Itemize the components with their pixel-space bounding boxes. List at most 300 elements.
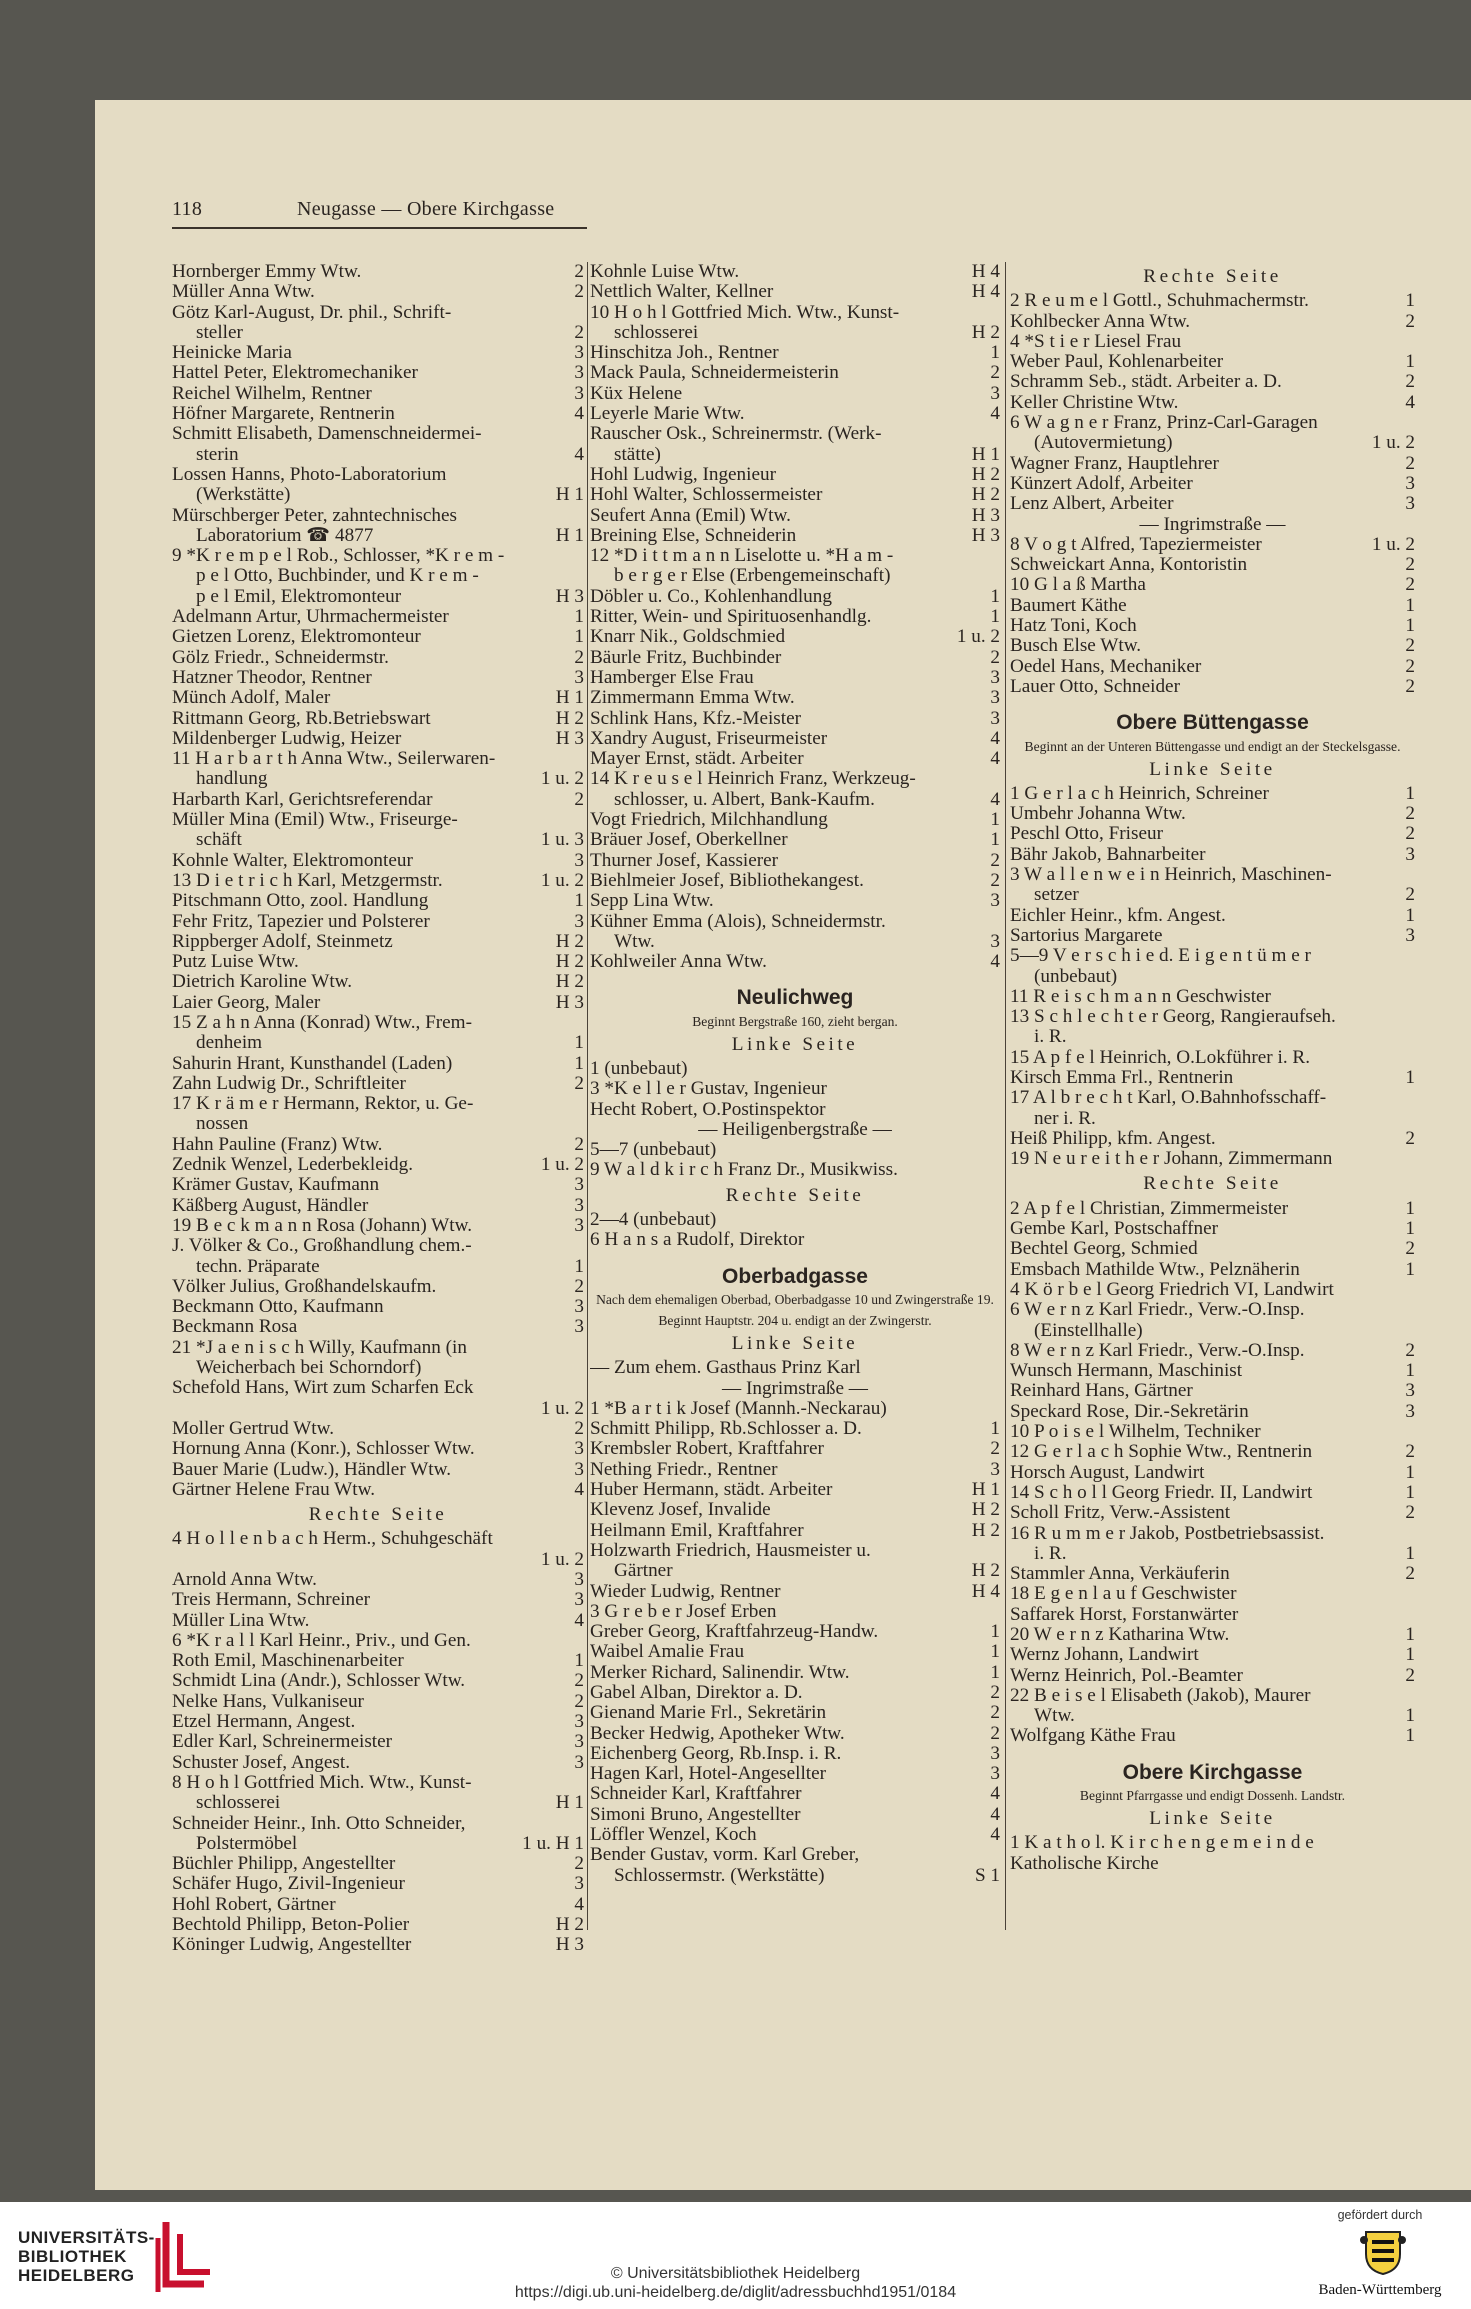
resident-entry	[1010, 906, 1415, 926]
floor-marker: H 2	[971, 1560, 1000, 1582]
house-entry	[590, 769, 1000, 789]
resident-entry	[590, 384, 1000, 404]
entry-text: Bähr Jakob, Bahnarbeiter	[1010, 844, 1206, 865]
floor-marker: H 1	[555, 524, 584, 546]
resident-entry	[172, 627, 584, 647]
resident-entry	[590, 1764, 1000, 1784]
entry-text: Fehr Fritz, Tapezier und Polsterer	[172, 911, 430, 932]
floor-marker: 2	[574, 281, 584, 303]
house-entry	[1010, 865, 1415, 885]
entry-text: Bender Gustav, vorm. Karl Greber,	[590, 1845, 860, 1866]
entry-text: Schäfer Hugo, Zivil-Ingenieur	[172, 1874, 405, 1895]
house-entry	[1010, 1300, 1415, 1320]
resident-entry	[172, 1651, 584, 1671]
floor-marker: 1	[1405, 1197, 1415, 1219]
floor-marker: 2	[574, 1417, 584, 1439]
floor-marker: 2	[574, 646, 584, 668]
entry-text: Gärtner Helene Frau Wtw.	[172, 1479, 375, 1500]
sponsor-label: gefördert durch	[1337, 2208, 1423, 2222]
entry-text: Laboratorium ☎ 4877	[196, 525, 374, 546]
entry-text: Rauscher Osk., Schreinermstr. (Werk-	[590, 424, 882, 445]
floor-marker: 3	[1405, 843, 1415, 865]
resident-entry	[590, 648, 1000, 668]
resident-entry	[172, 424, 584, 444]
floor-marker: 4	[990, 1783, 1000, 1805]
entry-text: 15 Z a h n Anna (Konrad) Wtw., Frem-	[172, 1012, 472, 1033]
resident-entry	[590, 1622, 1000, 1642]
entry-text: Schlossermstr. (Werkstätte)	[614, 1865, 825, 1886]
floor-marker: 3	[574, 910, 584, 932]
resident-entry	[1010, 1219, 1415, 1239]
house-entry	[590, 303, 1000, 323]
entry-text: 17 K r ä m e r Hermann, Rektor, u. Ge-	[172, 1094, 474, 1115]
column-2	[590, 262, 1000, 1886]
floor-marker: 3	[1405, 1380, 1415, 1402]
resident-entry	[1010, 1503, 1415, 1523]
floor-marker: H 1	[971, 1479, 1000, 1501]
floor-marker: 4	[990, 1803, 1000, 1825]
floor-marker: 3	[1405, 924, 1415, 946]
resident-entry	[590, 465, 1000, 485]
entry-text: Kohlbecker Anna Wtw.	[1010, 311, 1191, 332]
floor-marker: 3	[574, 1438, 584, 1460]
floor-marker: 2	[574, 788, 584, 810]
entry-text: 1 K a t h o l. K i r c h e n g e m e i n d e	[1010, 1833, 1314, 1854]
floor-marker: 1	[574, 1032, 584, 1054]
floor-marker: 1	[1405, 782, 1415, 804]
floor-marker: 1 u. 3	[540, 829, 584, 851]
floor-marker: 2	[1405, 574, 1415, 596]
resident-entry	[590, 363, 1000, 383]
section-heading: Linke Seite	[731, 1033, 859, 1055]
entry-text: Nettlich Walter, Kellner	[590, 282, 774, 303]
resident-entry	[1010, 393, 1415, 413]
resident-entry	[1010, 616, 1415, 636]
entry-text: 12 *D i t t m a n n Liselotte u. *H a m -	[590, 546, 894, 567]
floor-marker: H 4	[971, 261, 1000, 282]
floor-marker: 4	[990, 748, 1000, 770]
house-entry	[172, 546, 584, 566]
entry-text: 5—7 (unbebaut)	[590, 1140, 717, 1161]
resident-entry	[172, 506, 584, 526]
floor-marker: 2	[990, 362, 1000, 384]
house-entry	[590, 1160, 1000, 1180]
entry-text: 6 W a g n e r Franz, Prinz-Carl-Garagen	[1010, 413, 1318, 434]
resident-entry	[1010, 804, 1415, 824]
resident-entry	[172, 810, 584, 830]
entry-text: 9 W a l d k i r c h Franz Dr., Musikwiss.	[590, 1160, 898, 1181]
floor-marker: 1	[1405, 1066, 1415, 1088]
entry-text: 22 B e i s e l Elisabeth (Jakob), Maurer	[1010, 1685, 1311, 1706]
floor-marker: 2	[574, 1275, 584, 1297]
floor-marker: 1	[574, 1650, 584, 1672]
entry-continuation	[172, 769, 584, 789]
resident-entry	[1010, 1605, 1415, 1625]
entry-text: Götz Karl-August, Dr. phil., Schrift-	[172, 302, 452, 323]
resident-entry	[590, 506, 1000, 526]
floor-marker: H 4	[971, 281, 1000, 303]
entry-text: p e l Emil, Elektromonteur	[196, 586, 402, 607]
floor-marker: 2	[1405, 675, 1415, 697]
entry-text: Hornberger Emmy Wtw.	[172, 262, 362, 282]
resident-entry	[172, 1135, 584, 1155]
floor-marker: 3	[574, 362, 584, 384]
entry-continuation	[172, 1114, 584, 1134]
resident-entry	[590, 1724, 1000, 1744]
entry-text: handlung	[196, 769, 268, 790]
floor-marker: 1	[990, 809, 1000, 831]
floor-marker: 2	[574, 1133, 584, 1155]
street-heading: Oberbadgasse	[722, 1264, 868, 1288]
floor-marker: 4	[574, 1609, 584, 1631]
resident-entry	[172, 688, 584, 708]
resident-entry	[172, 607, 584, 627]
entry-continuation	[172, 1033, 584, 1053]
house-entry	[590, 1210, 1000, 1230]
resident-entry	[172, 384, 584, 404]
house-entry	[590, 1140, 1000, 1160]
entry-text: Holzwarth Friedrich, Hausmeister u.	[590, 1540, 871, 1561]
entry-continuation	[172, 1834, 584, 1854]
entry-text: Breining Else, Schneiderin	[590, 525, 797, 546]
resident-entry	[172, 668, 584, 688]
entry-text: Katholische Kirche	[1010, 1853, 1159, 1874]
entry-text: 8 V o g t Alfred, Tapeziermeister	[1010, 534, 1262, 555]
entry-text: Sepp Lina Wtw.	[590, 891, 714, 912]
floor-marker: 2	[1405, 310, 1415, 332]
entry-continuation	[172, 1550, 584, 1570]
resident-entry	[172, 648, 584, 668]
house-entry	[590, 1059, 1000, 1079]
entry-text: Bechtel Georg, Schmied	[1010, 1239, 1198, 1260]
entry-text: Hohl Ludwig, Ingenieur	[590, 464, 776, 485]
entry-text: 6 W e r n z Karl Friedr., Verw.-O.Insp.	[1010, 1300, 1305, 1321]
entry-text: Büchler Philipp, Angestellter	[172, 1854, 396, 1875]
resident-entry	[590, 1582, 1000, 1602]
entry-text: Emsbach Mathilde Wtw., Pelznäherin	[1010, 1259, 1300, 1280]
floor-marker: 1	[574, 606, 584, 628]
entry-text: Busch Else Wtw.	[1010, 636, 1142, 657]
house-entry	[590, 1079, 1000, 1099]
floor-marker: 3	[990, 707, 1000, 729]
entry-text: Völker Julius, Großhandelskaufm.	[172, 1276, 437, 1297]
floor-marker: 2	[1405, 884, 1415, 906]
resident-entry	[1010, 1854, 1415, 1874]
floor-marker: 3	[574, 1569, 584, 1590]
resident-entry	[172, 1378, 584, 1398]
resident-entry	[590, 668, 1000, 688]
entry-text: Laier Georg, Maler	[172, 992, 321, 1013]
floor-marker: 2	[1405, 1127, 1415, 1149]
source-url-link[interactable]: https://digi.ub.uni-heidelberg.de/diglit/adressbuchhd1951/0184	[514, 2284, 957, 2301]
resident-entry	[172, 1317, 584, 1337]
floor-marker: H 4	[971, 1580, 1000, 1602]
entry-text: Wtw.	[614, 931, 655, 952]
entry-continuation	[1010, 885, 1415, 905]
resident-entry	[172, 1175, 584, 1195]
entry-text: Reinhard Hans, Gärtner	[1010, 1381, 1193, 1402]
resident-entry	[172, 1692, 584, 1712]
entry-continuation	[590, 1866, 1000, 1886]
entry-text: J. Völker & Co., Großhandlung chem.-	[172, 1236, 472, 1257]
entry-text: Hornung Anna (Konr.), Schlosser Wtw.	[172, 1439, 475, 1460]
entry-text: Bräuer Josef, Oberkellner	[590, 830, 788, 851]
resident-entry	[590, 404, 1000, 424]
entry-text: 4 K ö r b e l Georg Friedrich VI, Landwirt	[1010, 1279, 1334, 1300]
resident-entry	[172, 1935, 584, 1955]
house-entry	[1010, 784, 1415, 804]
floor-marker: 1	[574, 1255, 584, 1277]
entry-continuation	[172, 485, 584, 505]
floor-marker: 1 u. 2	[540, 768, 584, 790]
entry-continuation	[590, 932, 1000, 952]
entry-continuation	[590, 445, 1000, 465]
floor-marker: H 3	[971, 524, 1000, 546]
entry-text: Bäurle Fritz, Buchbinder	[590, 647, 782, 668]
floor-marker: 3	[574, 1589, 584, 1611]
floor-marker: 4	[990, 951, 1000, 973]
entry-continuation	[590, 566, 1000, 586]
entry-text: Huber Hermann, städt. Arbeiter	[590, 1480, 833, 1501]
entry-text: Schuster Josef, Angest.	[172, 1752, 350, 1773]
resident-entry	[590, 1521, 1000, 1541]
entry-text: (Autovermietung)	[1034, 433, 1173, 454]
entry-text: Moller Gertrud Wtw.	[172, 1418, 334, 1439]
entry-text: 11 H a r b a r t h Anna Wtw., Seilerwaren-	[172, 749, 496, 770]
resident-entry	[590, 952, 1000, 972]
entry-text: b e r g e r Else (Erbengemeinschaft)	[614, 566, 891, 587]
floor-marker: 1	[1405, 1705, 1415, 1727]
entry-text: Umbehr Johanna Wtw.	[1010, 804, 1186, 825]
resident-entry	[590, 871, 1000, 891]
floor-marker: 2	[990, 1438, 1000, 1460]
floor-marker: 1 u. 2	[540, 1548, 584, 1570]
floor-marker: 3	[574, 1751, 584, 1773]
entry-text: Bechtold Philipp, Beton-Polier	[172, 1915, 410, 1936]
section-heading: Linke Seite	[731, 1332, 859, 1354]
entry-text: Eichler Heinr., kfm. Angest.	[1010, 905, 1226, 926]
resident-entry	[1010, 926, 1415, 946]
resident-entry	[172, 1895, 584, 1915]
entry-text: Sahurin Hrant, Kunsthandel (Laden)	[172, 1053, 453, 1074]
resident-entry	[590, 627, 1000, 647]
resident-entry	[590, 1703, 1000, 1723]
resident-entry	[590, 587, 1000, 607]
entry-text: Hatz Toni, Koch	[1010, 616, 1137, 637]
floor-marker: 2	[574, 1072, 584, 1094]
entry-text: Hagen Karl, Hotel-Angesellter	[590, 1764, 827, 1785]
entry-continuation	[590, 790, 1000, 810]
resident-entry	[1010, 845, 1415, 865]
resident-entry	[590, 1845, 1000, 1865]
entry-text: 9 *K r e m p e l Rob., Schlosser, *K r e m -	[172, 546, 505, 567]
resident-entry	[172, 363, 584, 383]
entry-text: p e l Otto, Buchbinder, und K r e m -	[196, 566, 479, 587]
entry-text: 10 G l a ß Martha	[1010, 575, 1146, 596]
floor-marker: 1	[990, 1641, 1000, 1663]
section-heading: Rechte Seite	[1143, 1173, 1282, 1195]
resident-entry	[590, 1825, 1000, 1845]
resident-entry	[1010, 1402, 1415, 1422]
resident-entry	[1010, 677, 1415, 697]
entry-text: Künzert Adolf, Arbeiter	[1010, 473, 1193, 494]
cross-street-marker: — Heiligenbergstraße —	[698, 1118, 892, 1140]
resident-entry	[172, 1297, 584, 1317]
entry-text: Wagner Franz, Hauptlehrer	[1010, 453, 1219, 474]
resident-entry	[590, 1439, 1000, 1459]
resident-entry	[1010, 1645, 1415, 1665]
logo-line: UNIVERSITÄTS-	[18, 2228, 155, 2247]
floor-marker: 1	[1405, 1542, 1415, 1564]
floor-marker: 1	[1405, 615, 1415, 637]
entry-text: Müller Lina Wtw.	[172, 1610, 310, 1631]
entry-text: 20 W e r n z Katharina Wtw.	[1010, 1625, 1230, 1645]
house-entry	[1010, 291, 1415, 311]
floor-marker: 4	[990, 727, 1000, 749]
floor-marker: 2	[574, 1853, 584, 1875]
entry-text: Nething Friedr., Rentner	[590, 1459, 778, 1480]
floor-marker: S 1	[974, 1864, 1000, 1886]
house-entry	[172, 1773, 584, 1793]
entry-text: Thurner Josef, Kassierer	[590, 850, 779, 871]
floor-marker: 3	[990, 687, 1000, 709]
entry-text: Leyerle Marie Wtw.	[590, 404, 745, 425]
resident-entry	[172, 1570, 584, 1590]
resident-entry	[590, 1805, 1000, 1825]
resident-entry	[172, 1439, 584, 1459]
resident-entry	[1010, 596, 1415, 616]
floor-marker: 2	[990, 849, 1000, 871]
section-heading: Linke Seite	[1149, 758, 1276, 780]
entry-text: Rittmann Georg, Rb.Betriebswart	[172, 708, 431, 729]
house-entry	[1010, 1007, 1415, 1027]
street-heading: Obere Kirchgasse	[1122, 1760, 1303, 1784]
floor-marker: 1 u. 2	[956, 626, 1000, 648]
floor-marker: 2	[1405, 1563, 1415, 1585]
house-entry	[1010, 1483, 1415, 1503]
floor-marker: 1 u. 2	[540, 1397, 584, 1419]
house-entry	[1010, 946, 1415, 966]
resident-entry	[590, 262, 1000, 282]
copyright-text: © Universitätsbibliothek Heidelberg	[610, 2265, 861, 2282]
floor-marker: 2	[1405, 1339, 1415, 1361]
floor-marker: 1	[990, 342, 1000, 364]
entry-text: Hatzner Theodor, Rentner	[172, 667, 372, 688]
resident-entry	[172, 1753, 584, 1773]
house-entry	[1010, 1088, 1415, 1108]
resident-entry	[1010, 1381, 1415, 1401]
resident-entry	[172, 1196, 584, 1216]
entry-text: Schmitt Elisabeth, Damenschneidermei-	[172, 424, 482, 445]
floor-marker: 4	[990, 1824, 1000, 1846]
entry-text: Stammler Anna, Verkäuferin	[1010, 1564, 1230, 1585]
resident-entry	[172, 1611, 584, 1631]
entry-text: Baumert Käthe	[1010, 595, 1127, 616]
entry-text: 14 K r e u s e l Heinrich Franz, Werkzeug-	[590, 769, 916, 790]
resident-entry	[590, 607, 1000, 627]
resident-entry	[172, 1419, 584, 1439]
page-number: 118	[172, 198, 203, 220]
resident-entry	[590, 424, 1000, 444]
floor-marker: 3	[574, 1458, 584, 1480]
entry-text: Waibel Amalie Frau	[590, 1642, 745, 1663]
floor-marker: 3	[574, 1296, 584, 1318]
floor-marker: 1	[990, 606, 1000, 628]
header-rule	[172, 227, 587, 229]
entry-text: nossen	[196, 1114, 249, 1135]
entry-text: Greber Georg, Kraftfahrzeug-Handw.	[590, 1622, 879, 1643]
entry-text: 14 S c h o l l Georg Friedr. II, Landwirt	[1010, 1482, 1313, 1503]
house-entry	[172, 1338, 584, 1358]
floor-marker: 3	[990, 890, 1000, 912]
floor-marker: 3	[574, 1174, 584, 1196]
resident-entry	[172, 1480, 584, 1500]
house-entry	[1010, 1199, 1415, 1219]
entry-continuation	[1010, 1109, 1415, 1129]
entry-text: (Einstellhalle)	[1034, 1320, 1143, 1341]
resident-entry	[590, 688, 1000, 708]
house-entry	[172, 1216, 584, 1236]
entry-text: (Werkstätte)	[196, 485, 291, 506]
resident-entry	[172, 1236, 584, 1256]
floor-marker: 1	[1405, 1725, 1415, 1747]
entry-text: 4 H o l l e n b a c h Herm., Schuhgeschäft	[172, 1529, 493, 1550]
entry-continuation	[172, 587, 584, 607]
resident-entry	[590, 1460, 1000, 1480]
entry-text: 16 R u m m e r Jakob, Postbetriebsassist.	[1010, 1523, 1325, 1544]
entry-text: Wunsch Hermann, Maschinist	[1010, 1361, 1243, 1382]
entry-text: Mayer Ernst, städt. Arbeiter	[590, 749, 804, 770]
entry-text: Heilmann Emil, Kraftfahrer	[590, 1520, 804, 1541]
street-heading: Neulichweg	[736, 986, 854, 1010]
resident-entry	[1010, 454, 1415, 474]
floor-marker: H 2	[971, 463, 1000, 485]
entry-text: Simoni Bruno, Angestellter	[590, 1804, 801, 1825]
entry-text: Schefold Hans, Wirt zum Scharfen Eck	[172, 1378, 474, 1399]
entry-continuation	[172, 566, 584, 586]
floor-marker: H 3	[555, 727, 584, 749]
house-entry	[1010, 987, 1415, 1007]
resident-entry	[590, 526, 1000, 546]
entry-text: 10 H o h l Gottfried Mich. Wtw., Kunst-	[590, 302, 900, 323]
entry-text: 8 H o h l Gottfried Mich. Wtw., Kunst-	[172, 1772, 472, 1793]
entry-text: Schneider Heinr., Inh. Otto Schneider,	[172, 1813, 466, 1834]
entry-text: Eichenberg Georg, Rb.Insp. i. R.	[590, 1743, 842, 1764]
entry-text: Gienand Marie Frl., Sekretärin	[590, 1703, 827, 1724]
house-entry	[1010, 1280, 1415, 1300]
entry-text: 6 *K r a l l Karl Heinr., Priv., und Gen.	[172, 1630, 471, 1651]
entry-text: Krembsler Robert, Kraftfahrer	[590, 1439, 824, 1460]
entry-text: Hohl Robert, Gärtner	[172, 1894, 336, 1915]
street-note: Beginnt Bergstraße 160, zieht bergan.	[692, 1013, 898, 1029]
floor-marker: 1 u. H 1	[522, 1832, 584, 1854]
house-entry	[1010, 1686, 1415, 1706]
resident-entry	[172, 1814, 584, 1834]
floor-marker: H 2	[555, 1914, 584, 1936]
section-heading: Rechte Seite	[725, 1184, 865, 1206]
floor-marker: 1	[574, 626, 584, 648]
entry-text: Schmitt Philipp, Rb.Schlosser a. D.	[590, 1419, 862, 1440]
house-entry	[1010, 1625, 1415, 1645]
floor-marker: 2	[1405, 554, 1415, 576]
page-header	[172, 198, 1372, 228]
resident-entry	[590, 729, 1000, 749]
floor-marker: H 2	[971, 1499, 1000, 1521]
entry-text: Peschl Otto, Friseur	[1010, 824, 1163, 845]
column-1	[172, 262, 584, 1956]
resident-entry	[590, 1663, 1000, 1683]
entry-continuation	[590, 323, 1000, 343]
